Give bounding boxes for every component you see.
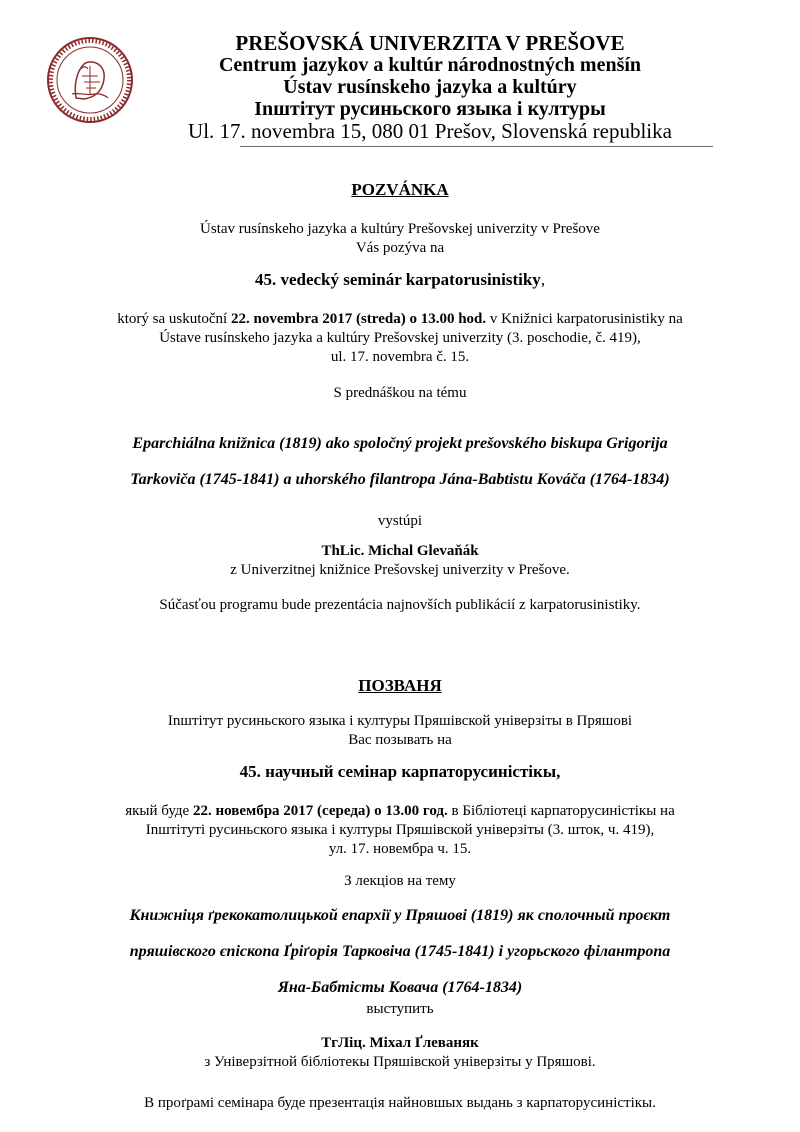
lecture-intro-rue-block — [40, 872, 760, 891]
speaks-sk: vystúpi — [377, 513, 423, 529]
event-title-sk-block — [40, 270, 760, 289]
topic-line-1: Книжніця ґрекокатолицькой епархії у Пряшові (1819) як сполочный проєкт — [129, 907, 671, 924]
lecture-topic-rue — [40, 898, 760, 1006]
university-name: PREŠOVSKÁ UNIVERZITA V PREŠOVE — [235, 31, 625, 55]
speaks-rue: выступить — [366, 1001, 434, 1017]
institute-name-rue: Іnштітут русиньского языка і културы — [254, 98, 606, 120]
when-prefix: ktorý sa uskutoční — [117, 311, 231, 327]
invitation-sk-intro — [40, 220, 760, 258]
program-note-sk: Súčasťou programu bude prezentácia najnovších publikácií z karpatorusinistiky. — [159, 597, 641, 613]
lecture-intro-sk-block — [40, 384, 760, 403]
event-title-rue-block — [40, 762, 760, 781]
intro-line-2: Вас позывать на — [348, 732, 452, 748]
when-suffix: v Knižnici karpatorusinistiky na — [486, 311, 683, 327]
speaker-affiliation-sk: z Univerzitnej knižnice Prešovskej univerzity v Prešove. — [230, 562, 570, 578]
lecture-topic-sk — [40, 426, 760, 498]
invitation-sk-title: POZVÁNKA — [351, 180, 449, 199]
program-sk-block — [40, 596, 760, 615]
event-title-rue: 45. научный семінар карпаторусиністікы, — [239, 762, 561, 781]
intro-line-1: Іnштітут русиньского языка і културы Пряшівской універзіты в Пряшові — [167, 713, 633, 729]
invitation-rue-title: ПОЗВАНЯ — [358, 676, 442, 695]
topic-line-1: Eparchiálna knižnica (1819) ako spoločný projekt prešovského biskupa Grigorija — [132, 435, 668, 452]
speaker-affiliation-rue: з Універзітной бібліотекы Пряшівской універзіты у Пряшові. — [204, 1054, 596, 1070]
center-name: Centrum jazykov a kultúr národnostných menšín — [218, 54, 642, 76]
topic-line-2: Tarkoviča (1745-1841) a uhorského filantropa Jána-Babtistu Kováča (1764-1834) — [130, 471, 670, 488]
intro-line-2: Vás pozýva na — [355, 240, 445, 256]
speaker-rue-block — [40, 1034, 760, 1072]
place-line-2: Ústave rusínskeho jazyka a kultúry Prešovskej univerzity (3. poschodie, č. 419), — [159, 330, 641, 346]
place-line-3: ul. 17. novembra č. 15. — [330, 349, 470, 365]
speaks-rue-block — [40, 1000, 760, 1019]
institute-name-sk: Ústav rusínskeho jazyka a kultúry — [283, 76, 577, 98]
program-rue-block — [40, 1094, 760, 1113]
university-seal-logo — [46, 36, 134, 124]
program-note-rue: В проґрамі семінара буде презентація найновшых выдань з карпаторусиністікы. — [144, 1095, 656, 1111]
lecture-intro-sk: S prednáškou na tému — [333, 385, 467, 401]
speaker-sk-block — [40, 542, 760, 580]
event-date-rue: 22. новембра 2017 (середа) о 13.00 год. — [192, 803, 448, 819]
topic-line-3: Яна-Бабтісты Ковача (1764-1834) — [277, 979, 523, 996]
when-suffix: в Бібліотеці карпаторусиністікы на — [447, 803, 675, 819]
event-title-sk: 45. vedecký seminár karpatorusinistiky — [254, 270, 541, 289]
address: Ul. 17. novembra 15, 080 01 Prešov, Slovenská republika — [188, 119, 672, 143]
header-divider — [240, 146, 713, 147]
place-line-2: Іnштітуті русиньского языка і културы Пряшівской універзіты (3. шток, ч. 419), — [145, 822, 655, 838]
invitation-rue-intro — [40, 712, 760, 750]
lecture-intro-rue: З лекціов на тему — [344, 873, 456, 889]
event-details-sk — [40, 310, 760, 367]
speaks-sk-block — [40, 512, 760, 531]
event-title-sk-comma: , — [540, 270, 546, 289]
intro-line-1: Ústav rusínskeho jazyka a kultúry Prešovskej univerzity v Prešove — [200, 221, 600, 237]
event-date-sk: 22. novembra 2017 (streda) o 13.00 hod. — [230, 311, 487, 327]
invitation-sk-title-block — [40, 180, 760, 199]
letterhead — [150, 32, 710, 142]
invitation-rue-title-block — [40, 676, 760, 695]
topic-line-2: пряшівского єпіскопа Ґріґорія Тарковіча (1745-1841) і угорьского філантропа — [129, 943, 671, 960]
when-prefix: якый буде — [125, 803, 193, 819]
event-details-rue — [40, 802, 760, 859]
speaker-name-rue: ТгЛіц. Міхал Ґлеваняк — [321, 1035, 479, 1051]
place-line-3: ул. 17. новембра ч. 15. — [328, 841, 472, 857]
speaker-name-sk: ThLic. Michal Glevaňák — [321, 543, 479, 559]
